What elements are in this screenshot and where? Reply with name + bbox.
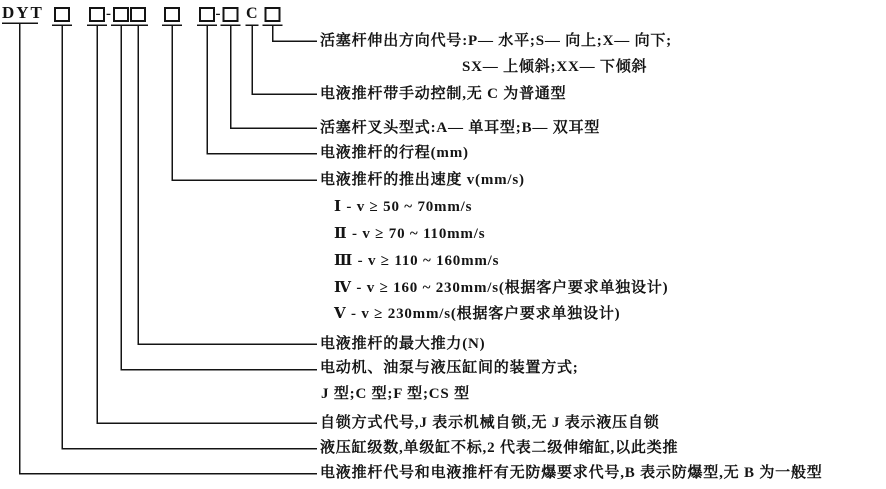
code-separator-1: - — [106, 6, 112, 22]
code-box-fork-type — [224, 8, 238, 21]
label-speed-class-2: Ⅱ - v ≥ 70 ~ 110mm/s — [334, 226, 486, 242]
label-speed-class-1: Ⅰ - v ≥ 50 ~ 70mm/s — [334, 199, 473, 215]
leader-push-speed — [162, 25, 317, 180]
code-box-speed — [165, 8, 179, 21]
leader-manual-control — [246, 25, 318, 94]
code-prefix: DYT — [2, 3, 44, 22]
label-speed-class-5: Ⅴ - v ≥ 230mm/s(根据客户要求单独设计) — [334, 306, 621, 322]
leader-cylinder-stages — [52, 25, 317, 449]
code-separator-2: - — [215, 6, 222, 22]
label-max-thrust: 电液推杆的最大推力(N) — [320, 336, 486, 352]
label-piston-direction-cont: SX— 上倾斜;XX— 下倾斜 — [462, 59, 648, 75]
code-box-stroke — [200, 8, 214, 21]
label-cylinder-stages: 液压缸级数,单级缸不标,2 代表二级伸缩缸,以此类推 — [320, 440, 679, 456]
leader-max-thrust — [128, 25, 317, 344]
leader-piston-direction — [263, 25, 318, 41]
label-speed-class-4: Ⅳ - v ≥ 160 ~ 230mm/s(根据客户要求单独设计) — [334, 280, 669, 296]
label-fork-type: 活塞杆叉头型式:A— 单耳型;B— 双耳型 — [320, 120, 601, 136]
code-box-thrust-2 — [131, 8, 145, 21]
label-stroke: 电液推杆的行程(mm) — [320, 145, 469, 161]
label-speed-class-3: Ⅲ - v ≥ 110 ~ 160mm/s — [334, 253, 500, 269]
code-box-self-lock — [55, 8, 69, 21]
label-mounting-mode: 电动机、油泵与液压缸间的装置方式; — [320, 360, 579, 376]
code-manual-control-letter: C — [246, 5, 259, 22]
label-manual-control: 电液推杆带手动控制,无 C 为普通型 — [320, 86, 567, 102]
label-pusher-code-explosion: 电液推杆代号和电液推杆有无防爆要求代号,B 表示防爆型,无 B 为一般型 — [320, 465, 823, 481]
leader-pusher-code — [2, 23, 317, 474]
code-box-direction — [266, 8, 280, 21]
code-box-thrust-1 — [114, 8, 128, 21]
code-box-mounting — [90, 8, 104, 21]
leader-mounting-mode — [111, 25, 317, 370]
label-self-lock: 自锁方式代号,J 表示机械自锁,无 J 表示液压自锁 — [320, 415, 660, 431]
label-push-speed: 电液推杆的推出速度 v(mm/s) — [320, 172, 525, 188]
label-mounting-types: J 型;C 型;F 型;CS 型 — [321, 386, 470, 402]
leader-stroke — [197, 25, 317, 154]
label-piston-direction: 活塞杆伸出方向代号:P— 水平;S— 向上;X— 向下; — [320, 33, 672, 49]
